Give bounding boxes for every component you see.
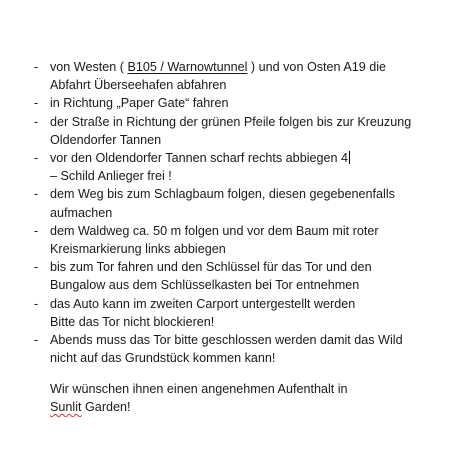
text-cursor <box>349 151 350 164</box>
list-item-line <box>50 58 444 76</box>
tunnel-name: Warnowtunnel <box>167 60 248 74</box>
list-item-line: dem Weg bis zum Schlagbaum folgen, diesen gegebenenfalls <box>50 187 395 202</box>
text-run: Garden! <box>81 400 131 415</box>
road-name: B105 <box>127 60 157 74</box>
list-item <box>34 113 444 149</box>
bullet-dash: - <box>34 187 39 202</box>
bullet-dash: - <box>34 151 39 166</box>
bullet-dash: - <box>34 60 39 74</box>
list-item-line <box>50 149 444 167</box>
bullet-dash: - <box>34 96 39 111</box>
list-item-line: in Richtung „Paper Gate“ fahren <box>50 96 229 111</box>
list-item-line: aufmachen <box>50 205 113 220</box>
bullet-dash: - <box>34 260 39 275</box>
list-item <box>34 222 444 258</box>
list-item <box>34 149 444 185</box>
brand-name: Sunlit <box>50 400 82 415</box>
closing-line <box>50 398 440 416</box>
list-item-line: – Schild Anlieger frei ! <box>50 169 172 184</box>
closing-paragraph <box>50 380 440 416</box>
text-run: / <box>156 60 168 74</box>
list-item <box>34 185 444 221</box>
list-item-line: der Straße in Richtung der grünen Pfeile folgen bis zur Kreuzung <box>50 114 412 129</box>
list-item-line: Kreismarkierung links abbiegen <box>50 242 226 257</box>
list-item-line: dem Waldweg ca. 50 m folgen und vor dem Baum mit roter <box>50 223 379 238</box>
list-item <box>34 258 444 294</box>
text-run: vor den Oldendorfer Tannen scharf rechts abbiegen 4 <box>50 151 349 166</box>
bullet-dash: - <box>34 296 39 311</box>
list-item-line: Oldendorfer Tannen <box>50 132 162 147</box>
list-item <box>34 331 444 367</box>
list-item <box>34 295 444 331</box>
closing-line: Wir wünschen ihnen einen angenehmen Aufenthalt in <box>50 382 348 396</box>
list-item <box>34 94 444 112</box>
bullet-dash: - <box>34 333 39 348</box>
list-item-line: Bungalow aus dem Schlüsselkasten bei Tor entnehmen <box>50 278 360 293</box>
text-run: ) und von Osten A19 die <box>247 60 387 74</box>
list-item-line: Abfahrt Überseehafen abfahren <box>50 78 227 93</box>
bullet-dash: - <box>34 223 39 238</box>
list-item-line: nicht auf das Grundstück kommen kann! <box>50 351 276 366</box>
list-item-line: das Auto kann im zweiten Carport untergestellt werden <box>50 296 356 311</box>
list-item-line: Abends muss das Tor bitte geschlossen werden damit das Wild <box>50 333 403 348</box>
list-item-line: Bitte das Tor nicht blockieren! <box>50 314 215 329</box>
text-run: von Westen ( <box>50 60 128 74</box>
list-item-line: bis zum Tor fahren und den Schlüssel für das Tor und den <box>50 260 372 275</box>
bullet-dash: - <box>34 114 39 129</box>
directions-list <box>34 58 444 367</box>
list-item <box>34 58 444 94</box>
